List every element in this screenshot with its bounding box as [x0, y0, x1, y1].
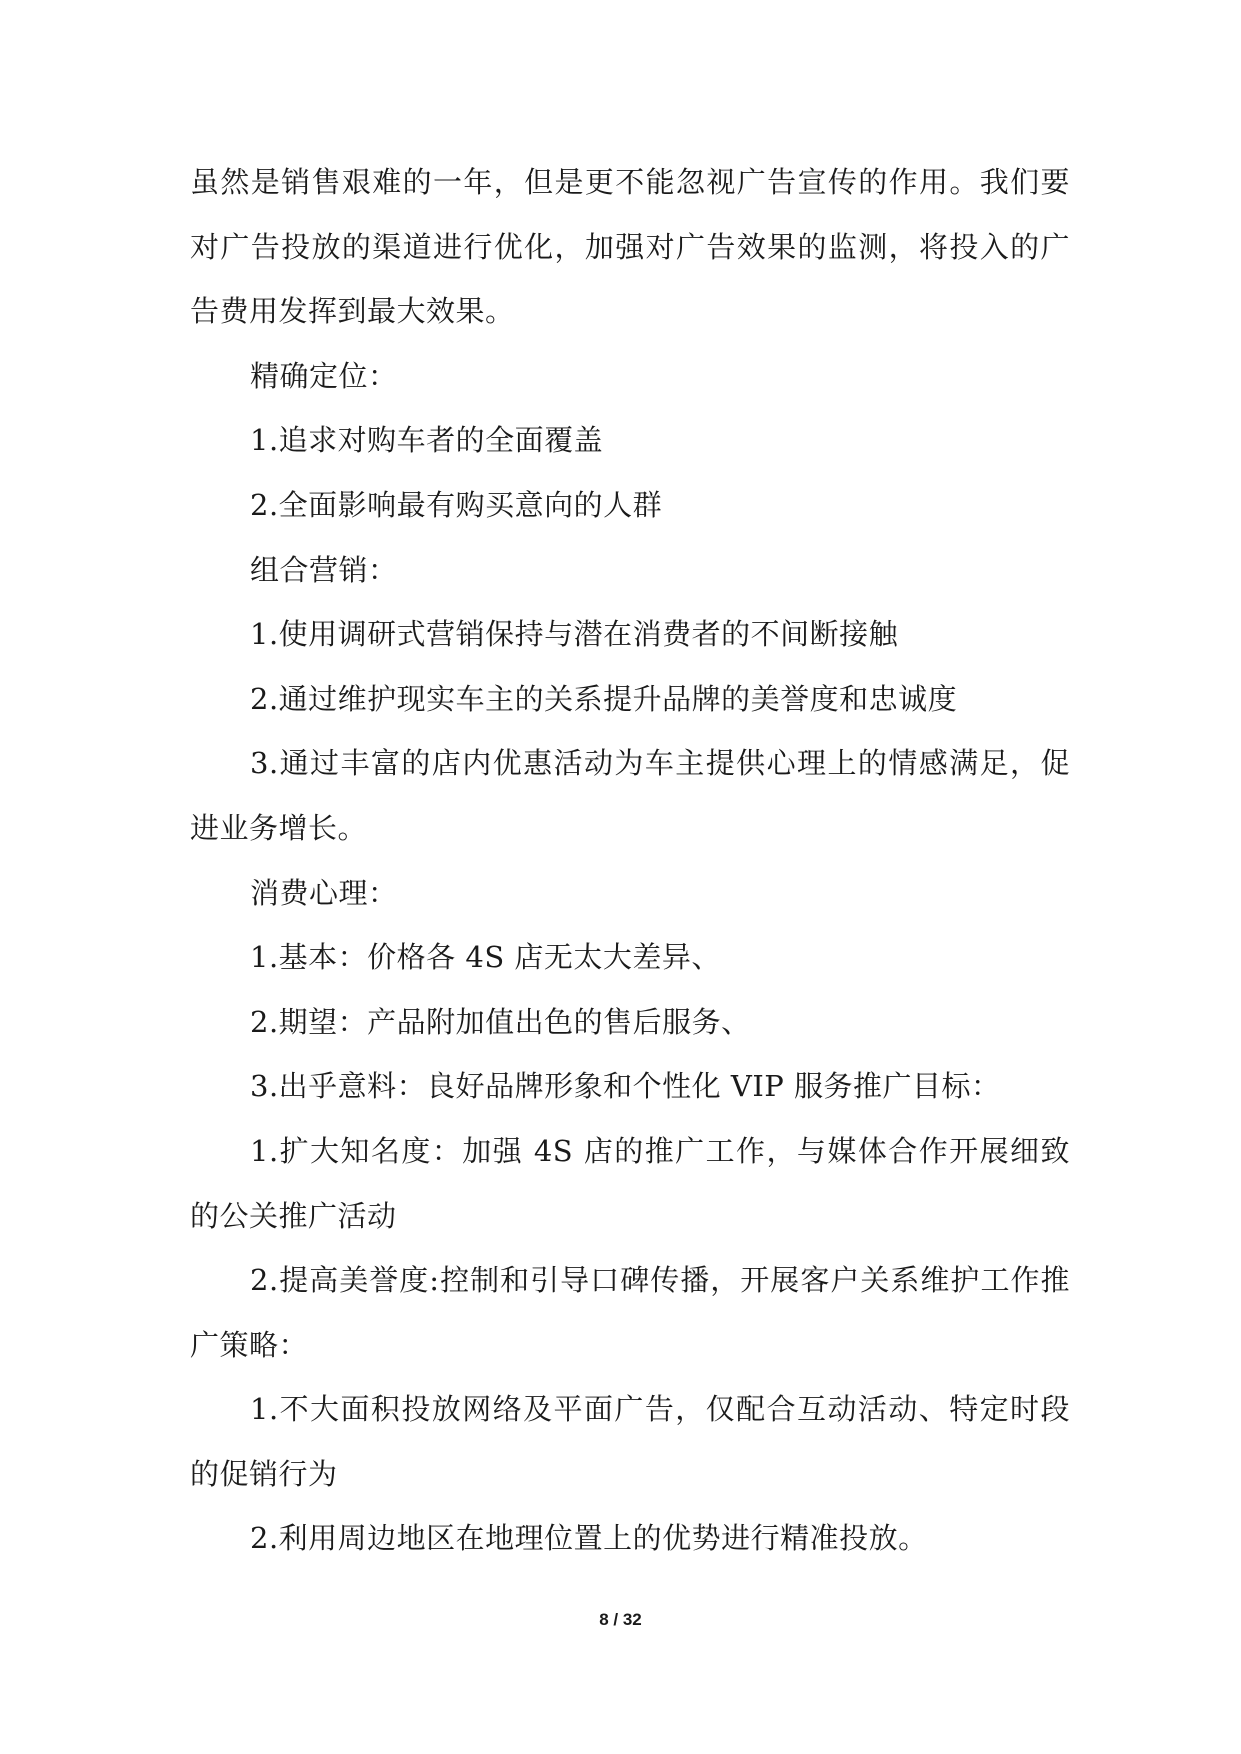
- list-item: 1.追求对购车者的全面覆盖: [250, 423, 604, 458]
- list-item: 1.扩大知名度：加强 4S 店的推广工作，与媒体合作开展细致的公关推广活动: [190, 1133, 1070, 1233]
- section-heading-positioning: 精确定位：: [250, 358, 398, 393]
- list-item: 1.使用调研式营销保持与潜在消费者的不间断接触: [250, 617, 899, 652]
- section-heading-psychology: 消费心理：: [250, 875, 398, 910]
- list-item: 3.通过丰富的店内优惠活动为车主提供心理上的情感满足，促进业务增长。: [190, 746, 1070, 845]
- list-item: 3.出乎意料：良好品牌形象和个性化 VIP 服务推广目标：: [250, 1069, 1001, 1104]
- list-item: 1.不大面积投放网络及平面广告，仅配合互动活动、特定时段的促销行为: [190, 1392, 1070, 1491]
- list-item: 2.期望：产品附加值出色的售后服务、: [250, 1004, 751, 1039]
- list-item: 2.全面影响最有购买意向的人群: [250, 487, 663, 522]
- paragraph: 虽然是销售艰难的一年，但是更不能忽视广告宣传的作用。我们要对广告投放的渠道进行优化，加强对广告效果的监测，将投入的广告费用发挥到最大效果。: [190, 165, 1070, 329]
- list-item: 2.利用周边地区在地理位置上的优势进行精准投放。: [250, 1521, 928, 1556]
- list-item: 2.通过维护现实车主的关系提升品牌的美誉度和忠诚度: [250, 681, 958, 716]
- document-body: [190, 150, 1070, 1571]
- list-item: 1.基本：价格各 4S 店无太大差异、: [250, 940, 721, 975]
- list-item: 2.提高美誉度:控制和引导口碑传播，开展客户关系维护工作推广策略：: [190, 1263, 1070, 1362]
- page-number: 8 / 32: [599, 1610, 642, 1629]
- section-heading-marketing: 组合营销：: [250, 552, 398, 587]
